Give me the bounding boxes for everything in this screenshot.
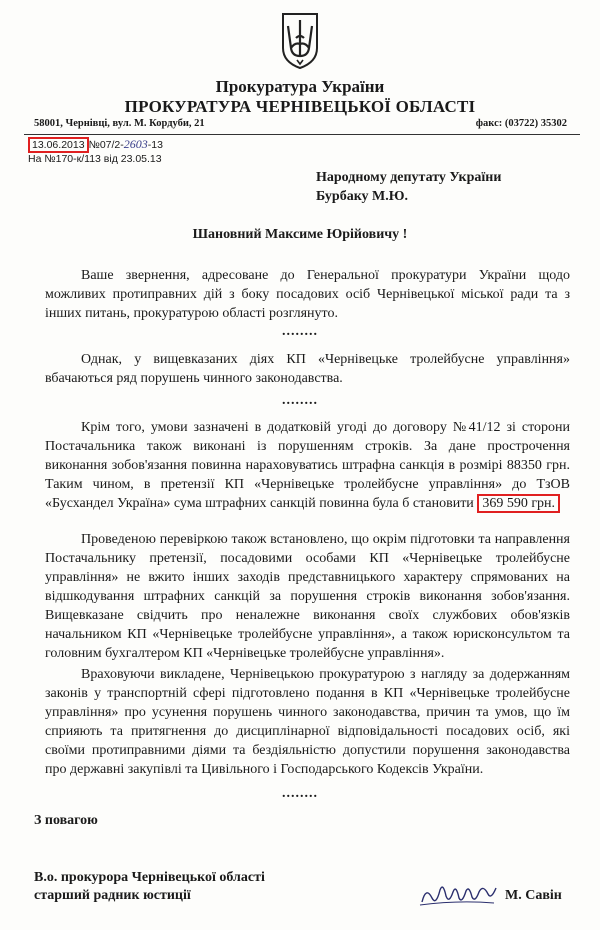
trident-emblem-icon (279, 12, 321, 70)
registration-line (28, 137, 163, 152)
paragraph-1: Ваше звернення, адресоване до Генеральної прокуратури України щодо можливих протиправних дій з боку посадових осіб Чернівецької міської ради та з інших питань, прокуратурою області розглянуто. (45, 268, 570, 321)
paragraph-5: Враховуючи викладене, Чернівецькою прокуратурою з нагляду за додержанням законів у транспортній сфері підготовлено подання в КП «Чернівецьке тролейбусне управління» про усунення порушень чинного законодавства, причин та умов, що їм сприяють та притягнення до дисциплінарної відповідальності посадових осіб, які своїми протиправними діями та бездіяльністю допустили порушення законодавства про державні закупівлі та Цивільного і Господарського Кодексів України. (45, 667, 570, 777)
registration-date: 13.06.2013 (28, 137, 89, 153)
penalty-amount: 369 590 грн. (477, 494, 560, 513)
closing-phrase: З повагою (34, 813, 98, 828)
paragraph-3 (45, 418, 570, 513)
addressee-name: Бурбаку М.Ю. (316, 189, 409, 204)
separator-dots-1: ........ (282, 324, 318, 339)
registration-number-handwritten: 2603 (123, 137, 148, 151)
handwritten-signature (418, 876, 498, 910)
separator-dots-3: ........ (282, 786, 318, 801)
org-address: 58001, Чернівці, вул. М. Кордуби, 21 (34, 118, 205, 129)
org-name-line2: ПРОКУРАТУРА ЧЕРНІВЕЦЬКОЇ ОБЛАСТІ (124, 97, 476, 116)
paragraph-4: Проведеною перевіркою також встановлено, що окрім підготовки та направлення Постачальнику претензії, посадовими особами КП «Чернівецьке тролейбусне управління» не вжито інших заходів представницького характеру спрямованих на відшкодування штрафних санкцій за порушення строків виконання зобов'язання. Вищевказане свідчить про неналежне виконання своїх службових обов'язків начальником КП «Чернівецьке тролейбусне управління», а також юрисконсультом та головним бухгалтером КП «Чернівецьке тролейбусне управління». (45, 532, 570, 661)
registration-number-suffix: -13 (147, 139, 163, 151)
signatory-position: В.о. прокурора Чернівецької області (34, 870, 265, 885)
separator-dots-2: ........ (282, 393, 318, 408)
signatory-rank: старший радник юстиції (34, 888, 191, 903)
org-name-line1: Прокуратура України (215, 77, 385, 96)
reference-line: На №170-к/113 від 23.05.13 (28, 153, 162, 165)
header-divider (24, 134, 580, 135)
paragraph-2: Однак, у вищевказаних діях КП «Чернівецьке тролейбусне управління» вбачаються ряд порушень чинного законодавства. (45, 352, 570, 386)
addressee-block (316, 168, 501, 206)
org-fax: факс: (03722) 35302 (475, 118, 567, 129)
addressee-title: Народному депутату України (316, 170, 502, 185)
signer-name: М. Савін (505, 888, 562, 903)
registration-number-prefix: №07/2- (88, 139, 124, 151)
salutation: Шановний Максиме Юрійовичу ! (192, 227, 408, 242)
paragraph-3-text: Крім того, умови зазначені в додатковій угоді до договору №41/12 зі сторони Постачальника також виконані із порушенням строків. За дане прострочення виконання зобов'язання повинна нараховуватись штрафна санкція в розмірі 88350 грн. Таким чином, в претензії КП «Чернівецьке тролейбусне управління» до ТзОВ «Бусхандел Україна» сума штрафних санкцій повинна була б становити (45, 420, 570, 511)
